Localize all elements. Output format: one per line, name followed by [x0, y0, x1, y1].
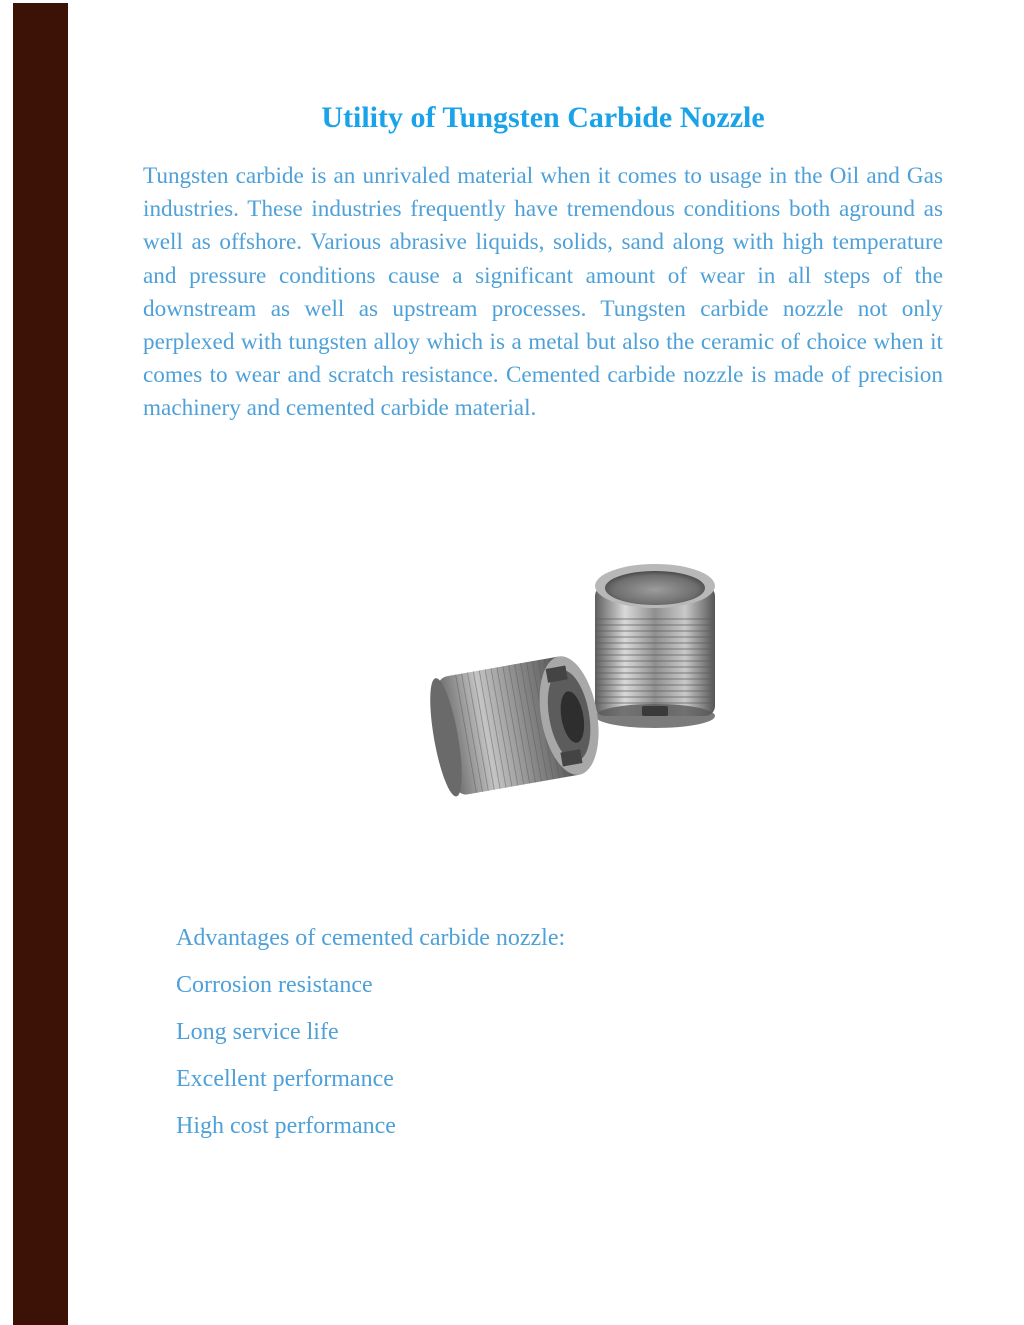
advantages-list [176, 920, 565, 1155]
sidebar-bar [13, 3, 68, 1325]
intro-paragraph: Tungsten carbide is an unrivaled material when it comes to usage in the Oil and Gas industries. These industries frequently have tremendous conditions both aground as well as offshore. Various abrasive liquids, solids, sand along with high temperature and pressure conditions cause a significant amount of wear in all steps of the downstream as well as upstream processes. Tungsten carbide nozzle not only perplexed with tungsten alloy which is a metal but also the ceramic of choice when it comes to wear and scratch resistance. Cemented carbide nozzle is made of precision machinery and cemented carbide material. [143, 163, 943, 422]
page-title: Utility of Tungsten Carbide Nozzle [321, 101, 765, 134]
nozzle-product-image [405, 556, 735, 826]
advantage-item: Excellent performance [176, 1066, 394, 1092]
advantage-item: High cost performance [176, 1113, 396, 1139]
tilted-nozzle [424, 652, 607, 799]
advantage-item: Long service life [176, 1019, 339, 1045]
advantage-item: Corrosion resistance [176, 972, 373, 998]
upright-nozzle [595, 564, 715, 728]
advantages-heading: Advantages of cemented carbide nozzle: [176, 925, 566, 951]
